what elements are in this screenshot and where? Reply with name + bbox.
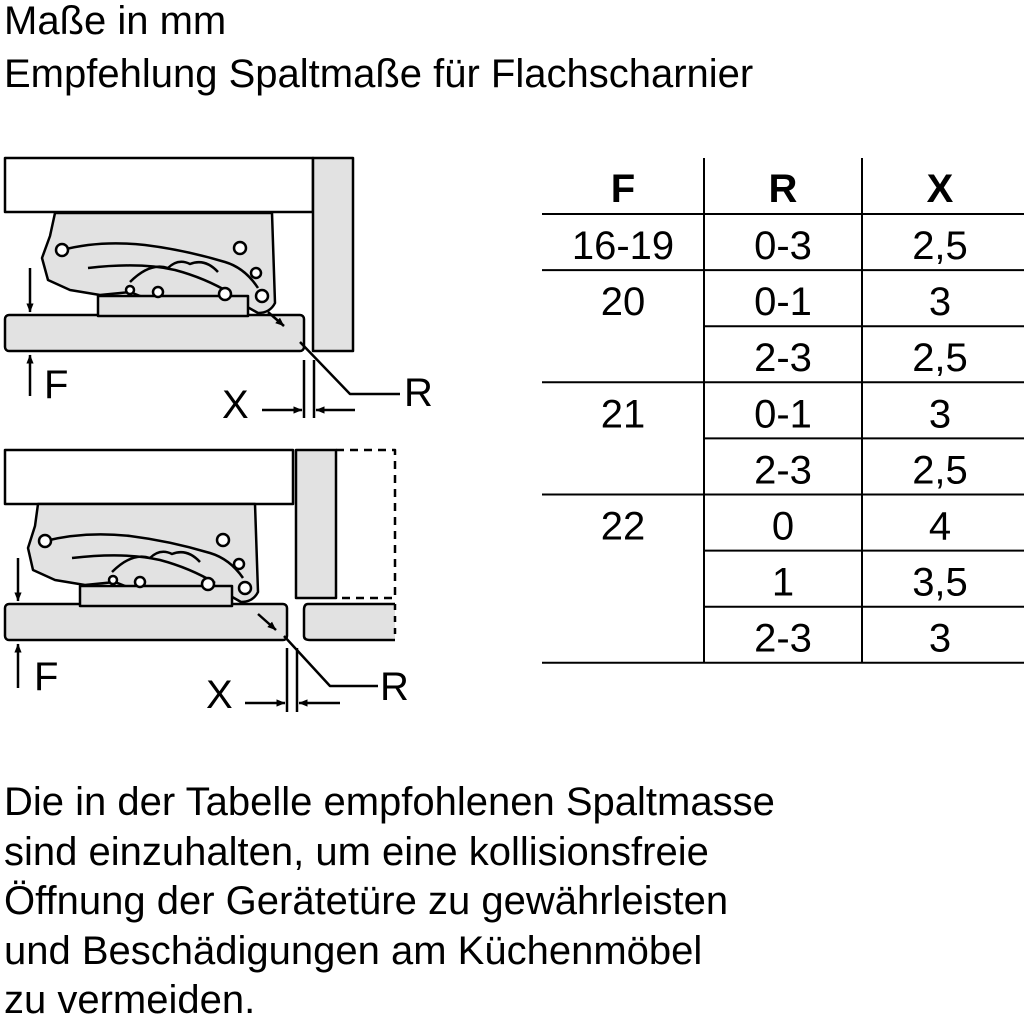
table-cell-x: 3 [928, 280, 952, 325]
heading-units: Maße in mm [4, 0, 227, 43]
table-cell-f: 16-19 [571, 224, 675, 268]
table-cell-r: 2-3 [754, 616, 812, 661]
note-line: Die in der Tabelle empfohlenen Spaltmasse [4, 780, 775, 824]
note-line: Öffnung der Gerätetüre zu gewährleisten [4, 879, 729, 923]
table-cell-x: 3 [928, 392, 952, 437]
door-panel [5, 315, 304, 351]
heading-recommendation: Empfehlung Spaltmaße für Flachscharnier [4, 52, 754, 96]
table-cell-r: 2-3 [754, 448, 812, 493]
table-header-r: R [768, 167, 798, 211]
table-cell-r: 0-1 [754, 392, 812, 437]
table-cell-x: 2,5 [912, 336, 968, 381]
table-cell-r: 0 [771, 504, 795, 549]
table-cell-f: 21 [600, 392, 646, 437]
label-x-top: X [222, 383, 249, 427]
table-cell-x: 3 [928, 616, 952, 661]
adjacent-door-panel [304, 604, 395, 640]
label-r-top: R [404, 371, 433, 415]
note-paragraph [4, 778, 1014, 1026]
table-cell-x: 3,5 [912, 560, 968, 605]
note-line: zu vermeiden. [4, 978, 256, 1022]
door-panel [5, 604, 287, 640]
label-f-bottom: F [34, 655, 59, 699]
table-cell-f: 20 [600, 280, 646, 325]
table-cell-f: 22 [600, 504, 646, 549]
label-f-top: F [44, 363, 69, 407]
cabinet-top-panel [5, 450, 293, 504]
table-cell-r: 1 [771, 560, 795, 605]
cabinet-side-panel [296, 450, 336, 598]
label-x-bottom: X [206, 673, 233, 717]
label-r-bottom: R [380, 665, 409, 709]
table-cell-x: 4 [928, 504, 952, 549]
cabinet-outline-dashed [336, 450, 395, 598]
cabinet-side-panel [313, 158, 353, 351]
hinge-diagram-bottom [5, 450, 395, 712]
table-header-f: F [610, 167, 636, 211]
table-cell-r: 0-3 [754, 224, 812, 268]
note-line: sind einzuhalten, um eine kollisionsfreie [4, 829, 709, 874]
table-cell-x: 2,5 [912, 448, 968, 493]
gap-table [542, 158, 1024, 663]
table-cell-r: 0-1 [754, 280, 812, 325]
table-cell-r: 2-3 [754, 336, 812, 381]
cabinet-top-panel [5, 158, 313, 212]
note-line: und Beschädigungen am Küchenmöbel [4, 928, 703, 973]
table-cell-x: 2,5 [912, 224, 968, 268]
table-header-x: X [926, 167, 954, 211]
